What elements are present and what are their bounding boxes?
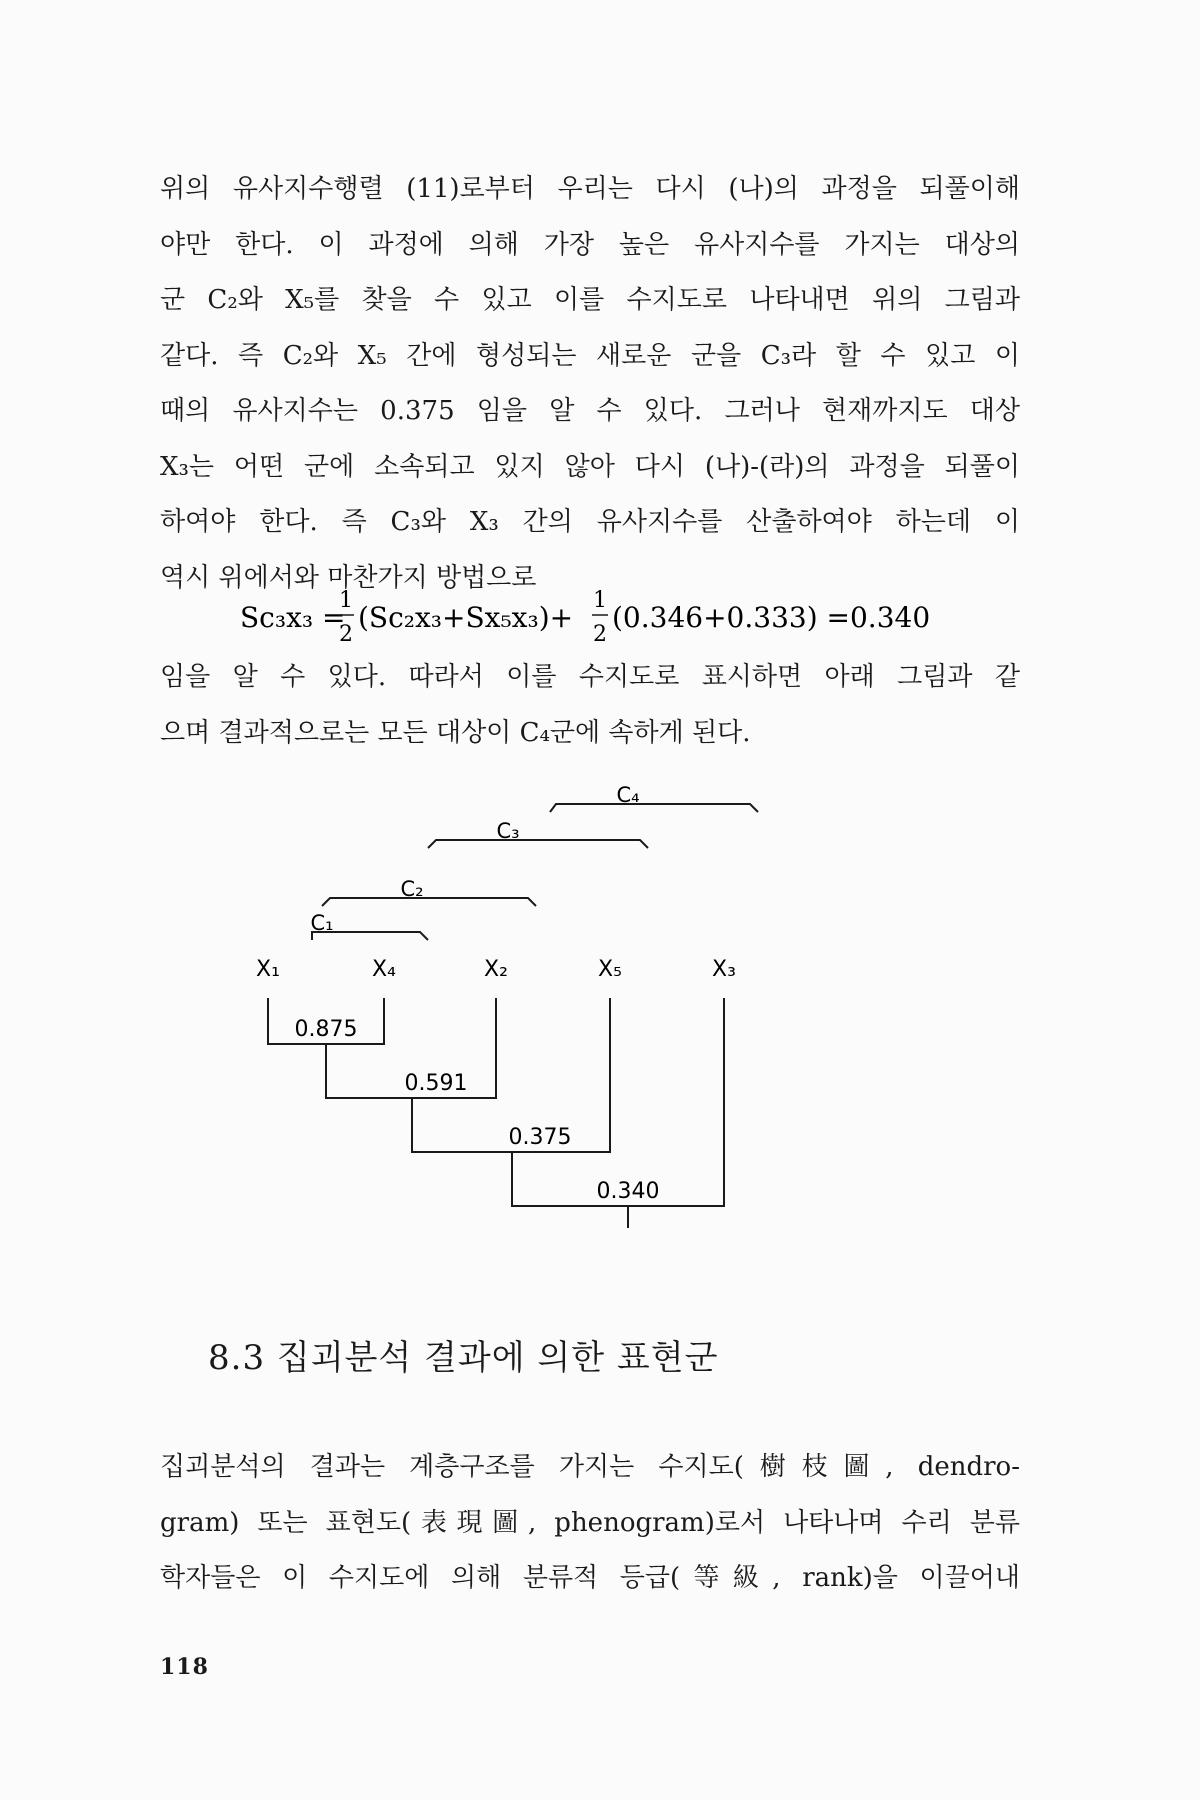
cluster-label-c4: C₄	[616, 783, 640, 807]
c2-bracket	[322, 898, 536, 906]
dendrogram-figure	[250, 780, 890, 1260]
paragraph-1	[160, 162, 1020, 606]
fraction-numerator: 1	[593, 588, 607, 613]
leaf-label-x1: X₁	[256, 957, 280, 982]
formula-term-1: (Sc₂x₃+Sx₅x₃)+	[358, 601, 574, 634]
text-line: gram) 또는 표현도(表現圖, phenogram)로서 나타나며 수리 분류	[160, 1507, 1020, 1538]
fraction-denominator: 2	[593, 622, 607, 647]
cluster-label-c3: C₃	[496, 819, 520, 843]
text-line: X₃는 어떤 군에 소속되고 있지 않아 다시 (나)-(라)의 과정을 되풀이	[160, 451, 1020, 482]
text-line: 으며 결과적으로는 모든 대상이 C₄군에 속하게 된다.	[160, 717, 751, 748]
text-line: 군 C₂와 X₅를 찾을 수 있고 이를 수지도로 나타내면 위의 그림과	[160, 285, 1020, 315]
text-line: 같다. 즉 C₂와 X₅ 간에 형성되는 새로운 군을 C₃라 할 수 있고 이	[160, 340, 1020, 371]
link-0340	[512, 998, 724, 1206]
fraction-numerator: 1	[339, 588, 353, 613]
text-line: 임을 알 수 있다. 따라서 이를 수지도로 표시하면 아래 그림과 같	[160, 662, 1020, 692]
leaf-label-x4: X₄	[372, 957, 396, 982]
text-line: 하여야 한다. 즉 C₃와 X₃ 간의 유사지수를 산출하여야 하는데 이	[160, 507, 1020, 537]
text-line: 집괴분석의 결과는 계층구조를 가지는 수지도(樹枝圖, dendro-	[160, 1452, 1020, 1482]
similarity-label: 0.591	[404, 1071, 468, 1096]
text-line: 야만 한다. 이 과정에 의해 가장 높은 유사지수를 가지는 대상의	[160, 229, 1020, 260]
leaf-label-x5: X₅	[598, 957, 622, 982]
similarity-formula	[240, 575, 1000, 655]
leaf-label-x2: X₂	[484, 957, 508, 982]
c4-bracket	[550, 804, 758, 812]
fraction-denominator: 2	[339, 622, 353, 647]
formula-equals: =	[322, 601, 346, 634]
text-line: 역시 위에서와 마찬가지 방법으로	[160, 562, 537, 593]
cluster-label-c1: C₁	[310, 911, 334, 935]
c3-bracket	[428, 840, 648, 848]
cluster-label-c2: C₂	[400, 877, 424, 901]
paragraph-2	[160, 650, 1020, 761]
paragraph-3	[160, 1440, 1020, 1607]
text-line: 위의 유사지수행렬 (11)로부터 우리는 다시 (나)의 과정을 되풀이해	[160, 174, 1020, 204]
similarity-label: 0.340	[596, 1179, 660, 1204]
text-line: 때의 유사지수는 0.375 임을 알 수 있다. 그러나 현재까지도 대상	[160, 396, 1020, 426]
leaf-label-x3: X₃	[712, 957, 736, 982]
formula-term-2: (0.346+0.333) =0.340	[612, 601, 931, 634]
page-number: 118	[160, 1654, 209, 1680]
formula-lhs: Sc₃x₃	[240, 601, 314, 634]
similarity-label: 0.375	[508, 1125, 572, 1150]
text-line: 학자들은 이 수지도에 의해 분류적 등급(等級, rank)을 이끌어내	[160, 1563, 1020, 1593]
section-heading: 8.3 집괴분석 결과에 의한 표현군	[208, 1338, 719, 1378]
similarity-label: 0.875	[294, 1017, 358, 1042]
